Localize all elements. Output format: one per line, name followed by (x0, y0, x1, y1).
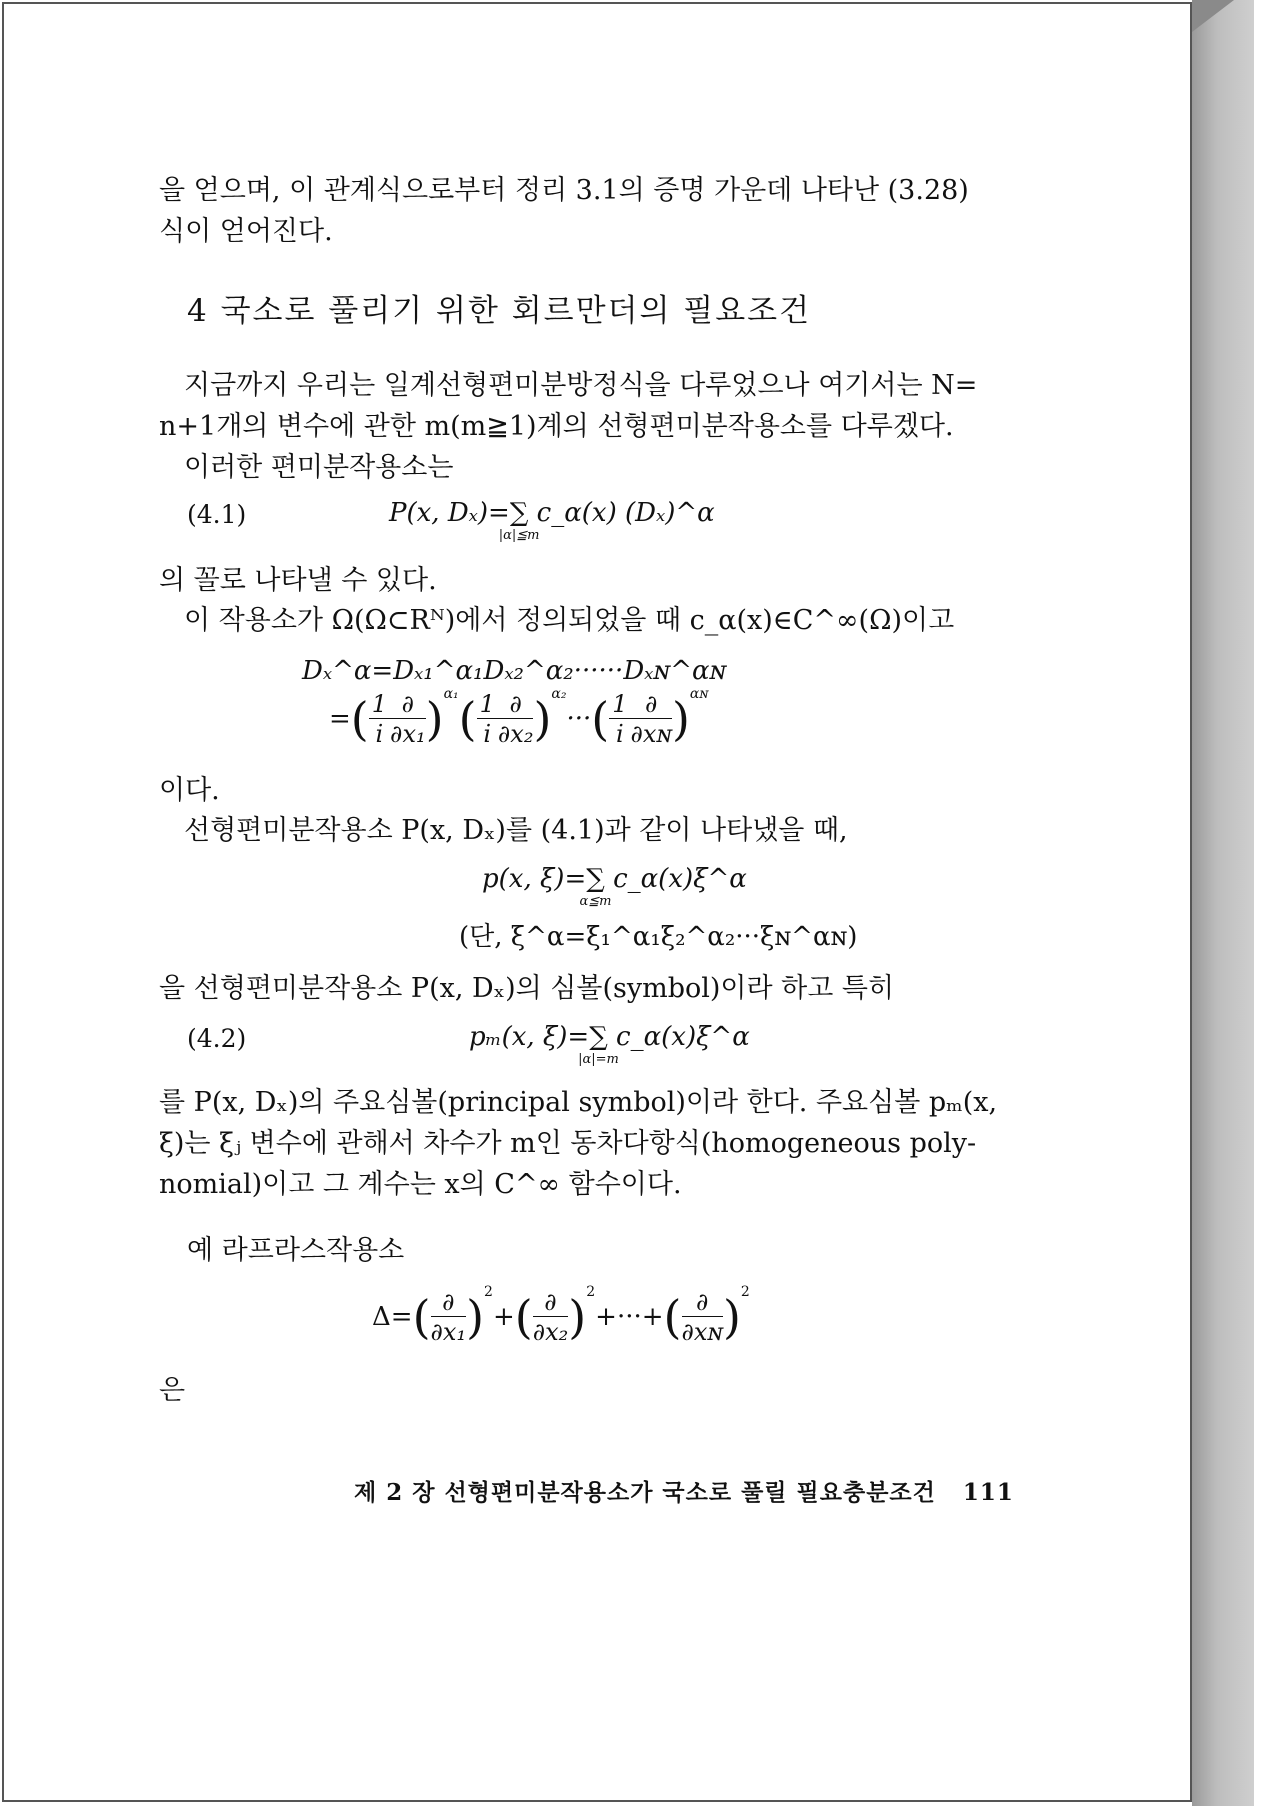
chapter-title: 제 2 장 선형편미분작용소가 국소로 풀릴 필요충분조건 (354, 1479, 936, 1506)
equation-number: (4.2) (187, 1024, 247, 1053)
paragraph-line: 를 P(x, Dₓ)의 주요심볼(principal symbol)이라 한다. 주요심볼 pₘ(x, (159, 1087, 998, 1118)
frac-num: ∂ (533, 1288, 569, 1317)
exponent: α₂ (551, 686, 567, 702)
sum-glyph: ∑ (586, 864, 605, 894)
eq-lhs: p(x, ξ)= (482, 864, 587, 894)
frac-num: ∂ (682, 1288, 723, 1317)
frac-num: 1 (609, 690, 630, 719)
fraction (631, 690, 672, 749)
eq-rhs: c_α(x)ξ^α (613, 864, 747, 894)
equation-note: (단, ξ^α=ξ₁^α₁ξ₂^α₂···ξɴ^αɴ) (459, 922, 858, 952)
frac-den: ∂xɴ (681, 1317, 723, 1346)
equation-4-2 (469, 1022, 750, 1067)
paren-close: ) (466, 1290, 485, 1344)
sum-glyph: ∑ (509, 498, 529, 528)
paragraph-line: 은 (159, 1375, 186, 1406)
paragraph-line: 이 작용소가 Ω(Ω⊂Rᴺ)에서 정의되었을 때 c_α(x)∈C^∞(Ω)이고 (184, 605, 955, 636)
page-number: 111 (962, 1479, 1014, 1506)
paren-open: ( (412, 1290, 431, 1344)
eq-rhs: c_α(x)ξ^α (616, 1022, 750, 1052)
paren-close: ) (425, 692, 444, 746)
fraction (533, 1288, 569, 1347)
paragraph-line: 식이 얻어진다. (159, 216, 333, 247)
frac-num: 1 (477, 690, 498, 719)
frac-den: ∂x₁ (390, 719, 426, 748)
ellipsis: ··· (566, 704, 592, 734)
frac-num: ∂ (631, 690, 672, 719)
frac-num: ∂ (390, 690, 426, 719)
frac-num: ∂ (431, 1288, 467, 1317)
exponent: α₁ (443, 686, 459, 702)
paragraph-line: 이러한 편미분작용소는 (184, 452, 454, 483)
frac-den: ∂x₂ (532, 1317, 569, 1346)
paragraph-line: 선형편미분작용소 P(x, Dₓ)를 (4.1)과 같이 나타냈을 때, (184, 815, 848, 846)
equals-sign: = (329, 704, 351, 734)
sum-index: |α|=m (578, 1052, 619, 1067)
paren-open: ( (514, 1290, 533, 1344)
paragraph-line: 을 얻으며, 이 관계식으로부터 정리 3.1의 증명 가운데 나타난 (3.28) (159, 175, 969, 206)
frac-num: ∂ (498, 690, 534, 719)
paragraph-line: 을 선형편미분작용소 P(x, Dₓ)의 심볼(symbol)이라 하고 특히 (159, 973, 895, 1004)
eq-rhs: c_α(x) (Dₓ)^α (536, 498, 715, 528)
frac-den: ∂x₂ (497, 719, 534, 748)
equation-4-1 (389, 498, 715, 543)
equation-d-expansion (329, 686, 708, 749)
fraction (498, 690, 534, 749)
fraction (682, 1288, 723, 1347)
frac-den: i (616, 719, 624, 748)
equation-symbol (482, 864, 747, 909)
paren-close: ) (568, 1290, 587, 1344)
running-footer (354, 1474, 1014, 1507)
sum-symbol (498, 498, 540, 543)
plus-dots: +···+ (595, 1302, 664, 1332)
paren-close: ) (722, 1290, 741, 1344)
eq-lhs: P(x, Dₓ)= (389, 498, 510, 528)
sum-symbol (579, 864, 612, 909)
paragraph-line: 지금까지 우리는 일계선형편미분방정식을 다루었으나 여기서는 N= (184, 370, 978, 401)
fraction (609, 690, 630, 749)
example-label: 예 라프라스작용소 (187, 1235, 405, 1266)
paragraph-line: n+1개의 변수에 관한 m(m≧1)계의 선형편미분작용소를 다루겠다. (159, 411, 954, 442)
fraction (477, 690, 498, 749)
equation-d-def: Dₓ^α=Dₓ₁^α₁Dₓ₂^α₂······Dₓɴ^αɴ (302, 656, 727, 686)
paren-open: ( (458, 692, 477, 746)
exponent: 2 (740, 1284, 750, 1300)
equation-number: (4.1) (187, 500, 247, 529)
sum-index: |α|≦m (498, 528, 540, 543)
equation-laplacian (372, 1284, 750, 1347)
exponent: 2 (586, 1284, 596, 1300)
fraction (390, 690, 426, 749)
frac-den: i (483, 719, 492, 748)
plus-sign: + (492, 1302, 515, 1332)
frac-den: ∂xɴ (630, 719, 672, 748)
page-edge-fold (1192, 0, 1234, 32)
fraction (369, 690, 390, 749)
frac-num: 1 (369, 690, 390, 719)
paren-close: ) (671, 692, 690, 746)
book-page (2, 2, 1192, 1802)
eq-lhs: pₘ(x, ξ)= (469, 1022, 590, 1052)
paragraph-line: 이다. (159, 775, 220, 806)
eq-lhs: Δ= (372, 1302, 413, 1332)
paragraph-line: ξ)는 ξⱼ 변수에 관해서 차수가 m인 동차다항식(homogeneous poly- (159, 1128, 977, 1159)
section-heading: 4 국소로 풀리기 위한 회르만더의 필요조건 (187, 293, 812, 329)
sum-index: α≦m (579, 894, 612, 909)
fraction (431, 1288, 467, 1347)
paragraph-line: 의 꼴로 나타낼 수 있다. (159, 565, 437, 596)
exponent: 2 (484, 1284, 493, 1300)
exponent: αɴ (689, 686, 709, 702)
page-edge-shadow (1192, 0, 1254, 1806)
paren-open: ( (350, 692, 369, 746)
paren-close: ) (533, 692, 552, 746)
paragraph-line: nomial)이고 그 계수는 x의 C^∞ 함수이다. (159, 1169, 682, 1200)
frac-den: i (375, 719, 384, 748)
frac-den: ∂x₁ (430, 1317, 467, 1346)
paren-open: ( (591, 692, 610, 746)
sum-glyph: ∑ (589, 1022, 608, 1052)
paren-open: ( (663, 1290, 682, 1344)
sum-symbol (578, 1022, 619, 1067)
